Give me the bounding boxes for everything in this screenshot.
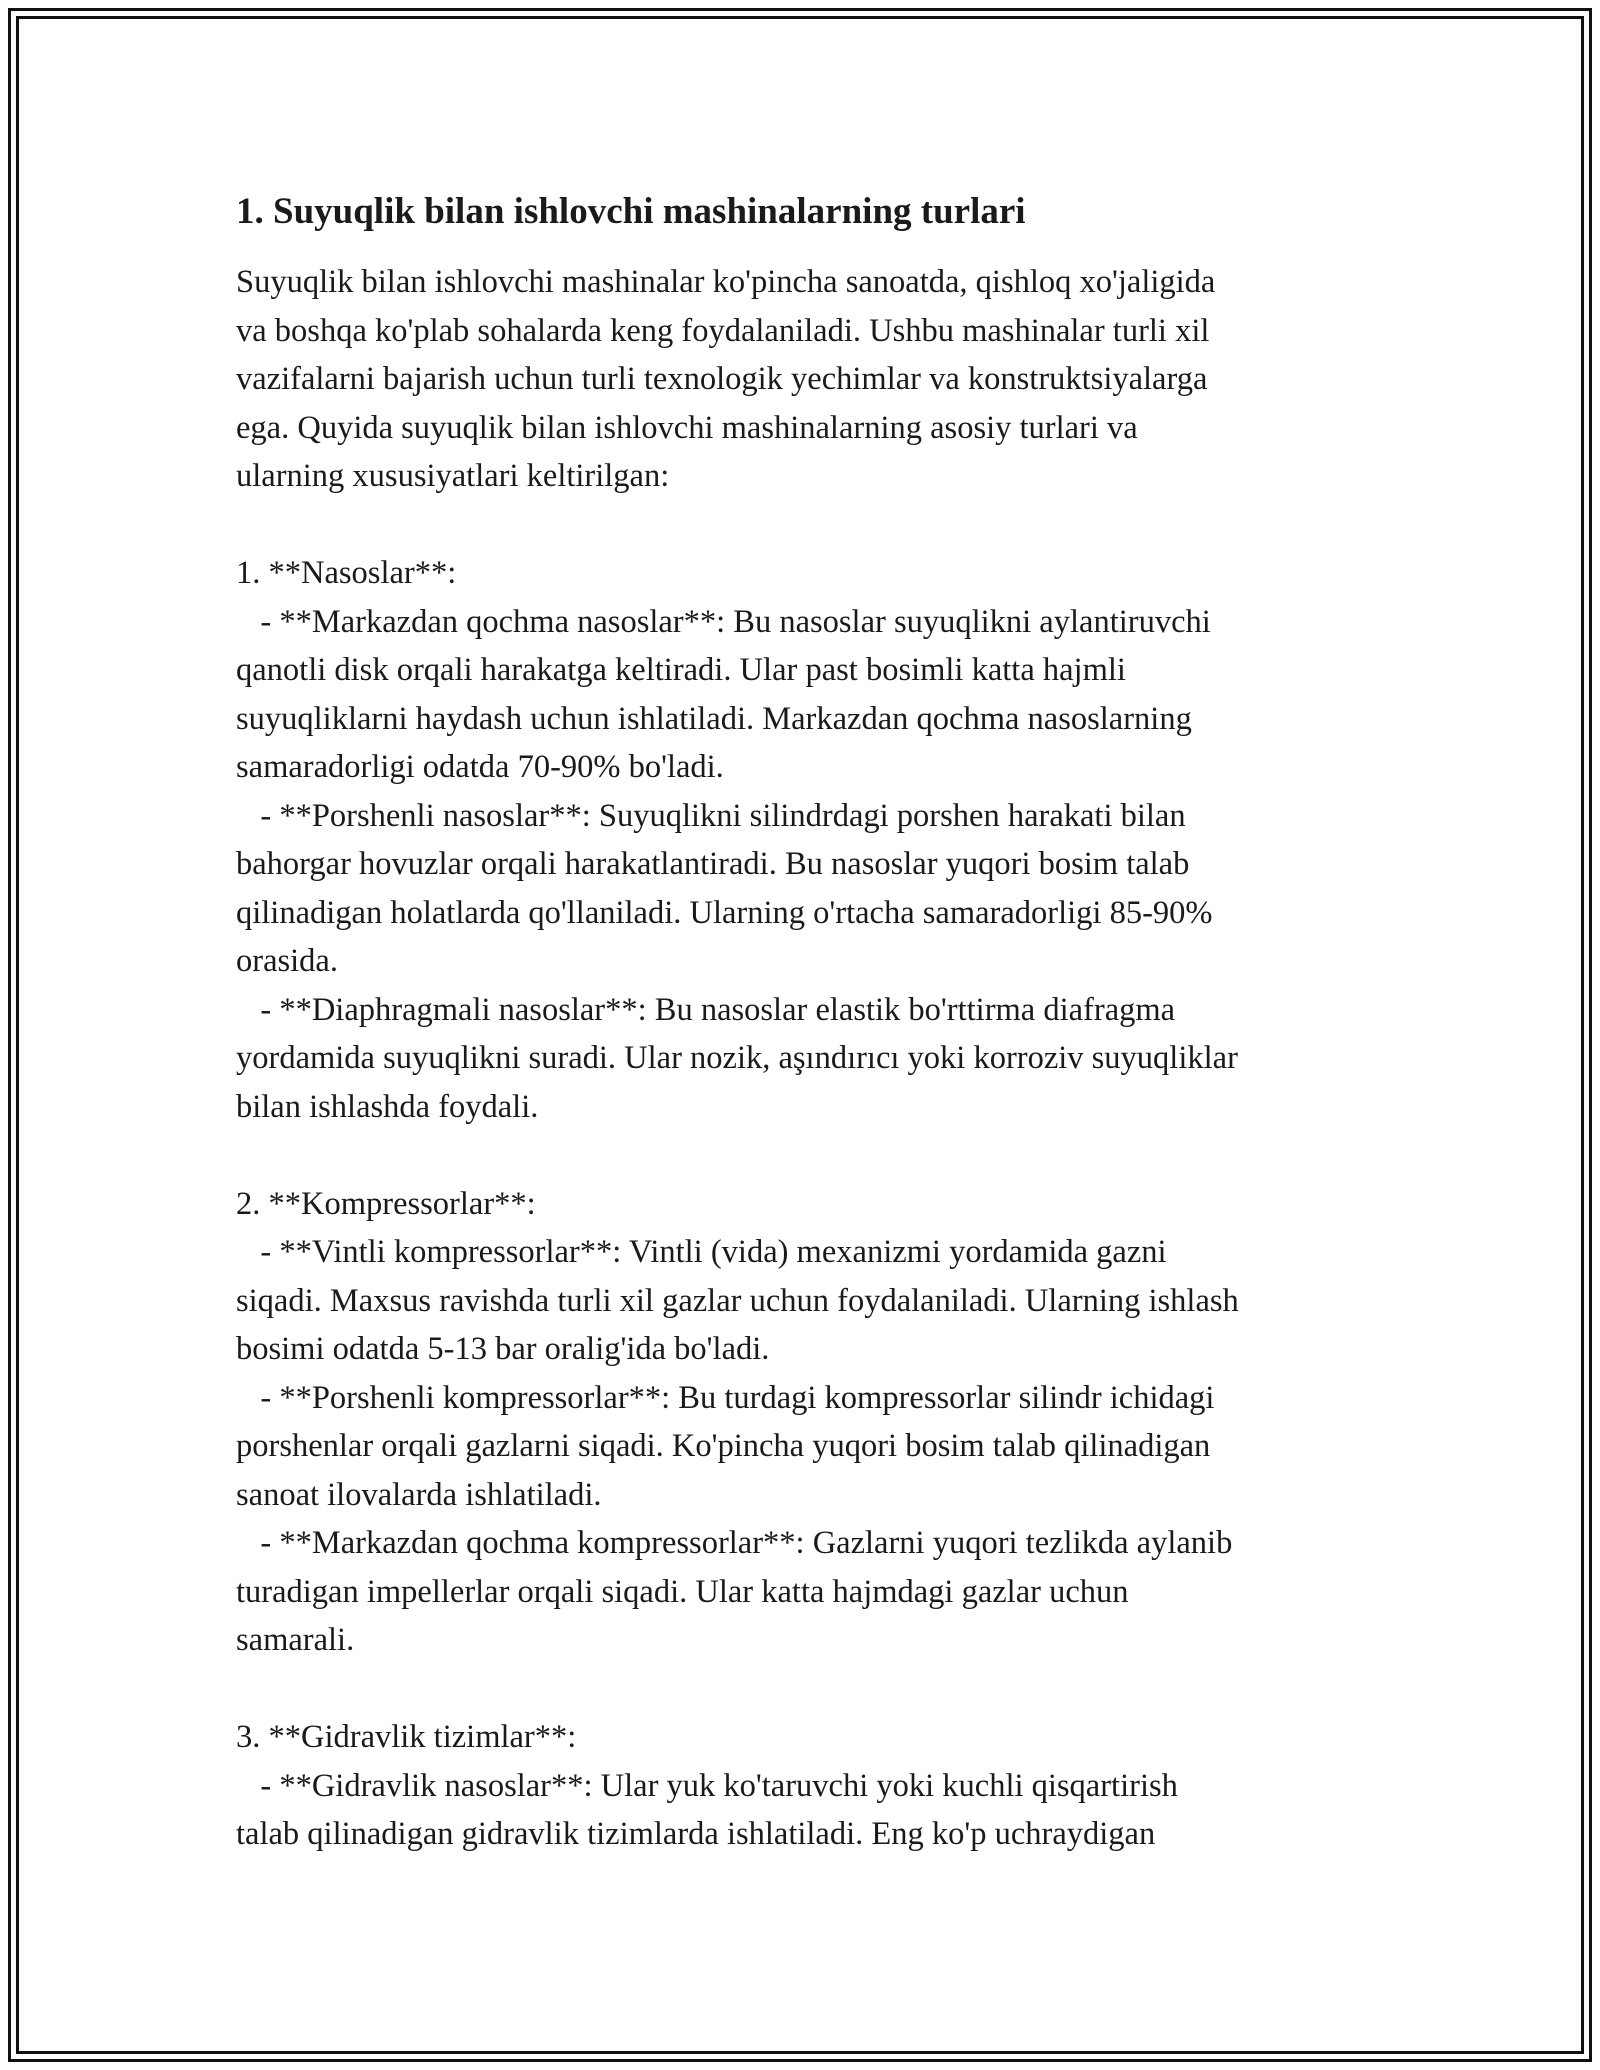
text-line: - **Porshenli kompressorlar**: Bu turdagi kompressorlar silindr ichidagi [236,1379,1215,1416]
text-line: sanoat ilovalarda ishlatiladi. [236,1476,602,1513]
text-line: porshenlar orqali gazlarni siqadi. Ko'pincha yuqori bosim talab qilinadigan [236,1428,1211,1464]
intro-paragraph [236,258,1386,501]
document-title: 1. Suyuqlik bilan ishlovchi mashinalarning turlari [236,191,1026,232]
text-line: suyuqliklarni haydash uchun ishlatiladi. Markazdan qochma nasoslarning [236,700,1192,737]
blank-line [236,1131,1386,1180]
text-line: qilinadigan holatlarda qo'llaniladi. Ularning o'rtacha samaradorligi 85-90% [236,894,1213,931]
text-line: Suyuqlik bilan ishlovchi mashinalar ko'pincha sanoatda, qishloq xo'jaligida [236,264,1216,300]
text-line: bilan ishlashda foydali. [236,1088,539,1125]
text-line: turadigan impellerlar orqali siqadi. Ular katta hajmdagi gazlar uchun [236,1573,1129,1610]
text-line: siqadi. Maxsus ravishda turli xil gazlar uchun foydalaniladi. Ularning ishlash [236,1282,1239,1319]
text-line: samaradorligi odatda 70-90% bo'ladi. [236,749,724,785]
document-body [236,188,1386,1859]
text-line: talab qilinadigan gidravlik tizimlarda ishlatiladi. Eng ko'p uchraydigan [236,1816,1156,1852]
text-line: vazifalarni bajarish uchun turli texnologik yechimlar va konstruktsiyalarga [236,361,1208,397]
section-heading: 1. **Nasoslar**: [236,555,457,591]
section-kompressorlar [236,1180,1386,1665]
section-gidravlik-tizimlar [236,1713,1386,1859]
text-line: qanotli disk orqali harakatga keltiradi. Ular past bosimli katta hajmli [236,652,1126,688]
text-line: ega. Quyida suyuqlik bilan ishlovchi mashinalarning asosiy turlari va [236,409,1138,446]
section-nasoslar [236,549,1386,1131]
text-line: va boshqa ko'plab sohalarda keng foydalaniladi. Ushbu mashinalar turli xil [236,312,1210,349]
section-heading: 3. **Gidravlik tizimlar**: [236,1719,577,1755]
text-line: - **Markazdan qochma nasoslar**: Bu nasoslar suyuqlikni aylantiruvchi [236,603,1211,640]
text-line: ularning xususiyatlari keltirilgan: [236,458,670,494]
text-line: yordamida suyuqlikni suradi. Ular nozik, aşındırıcı yoki korroziv suyuqliklar [236,1040,1238,1076]
text-line: samarali. [236,1622,355,1658]
text-line: - **Diaphragmali nasoslar**: Bu nasoslar elastik bo'rttirma diafragma [236,991,1176,1028]
blank-line [236,1665,1386,1714]
text-line: - **Porshenli nasoslar**: Suyuqlikni silindrdagi porshen harakati bilan [236,797,1186,834]
text-line: bahorgar hovuzlar orqali harakatlantiradi. Bu nasoslar yuqori bosim talab [236,846,1190,882]
section-heading: 2. **Kompressorlar**: [236,1185,536,1222]
text-line: - **Gidravlik nasoslar**: Ular yuk ko'taruvchi yoki kuchli qisqartirish [236,1767,1178,1804]
text-line: orasida. [236,943,338,979]
text-line: - **Vintli kompressorlar**: Vintli (vida) mexanizmi yordamida gazni [236,1234,1167,1270]
text-line: bosimi odatda 5-13 bar oralig'ida bo'ladi. [236,1331,770,1367]
blank-line [236,501,1386,550]
text-line: - **Markazdan qochma kompressorlar**: Gazlarni yuqori tezlikda aylanib [236,1525,1233,1561]
